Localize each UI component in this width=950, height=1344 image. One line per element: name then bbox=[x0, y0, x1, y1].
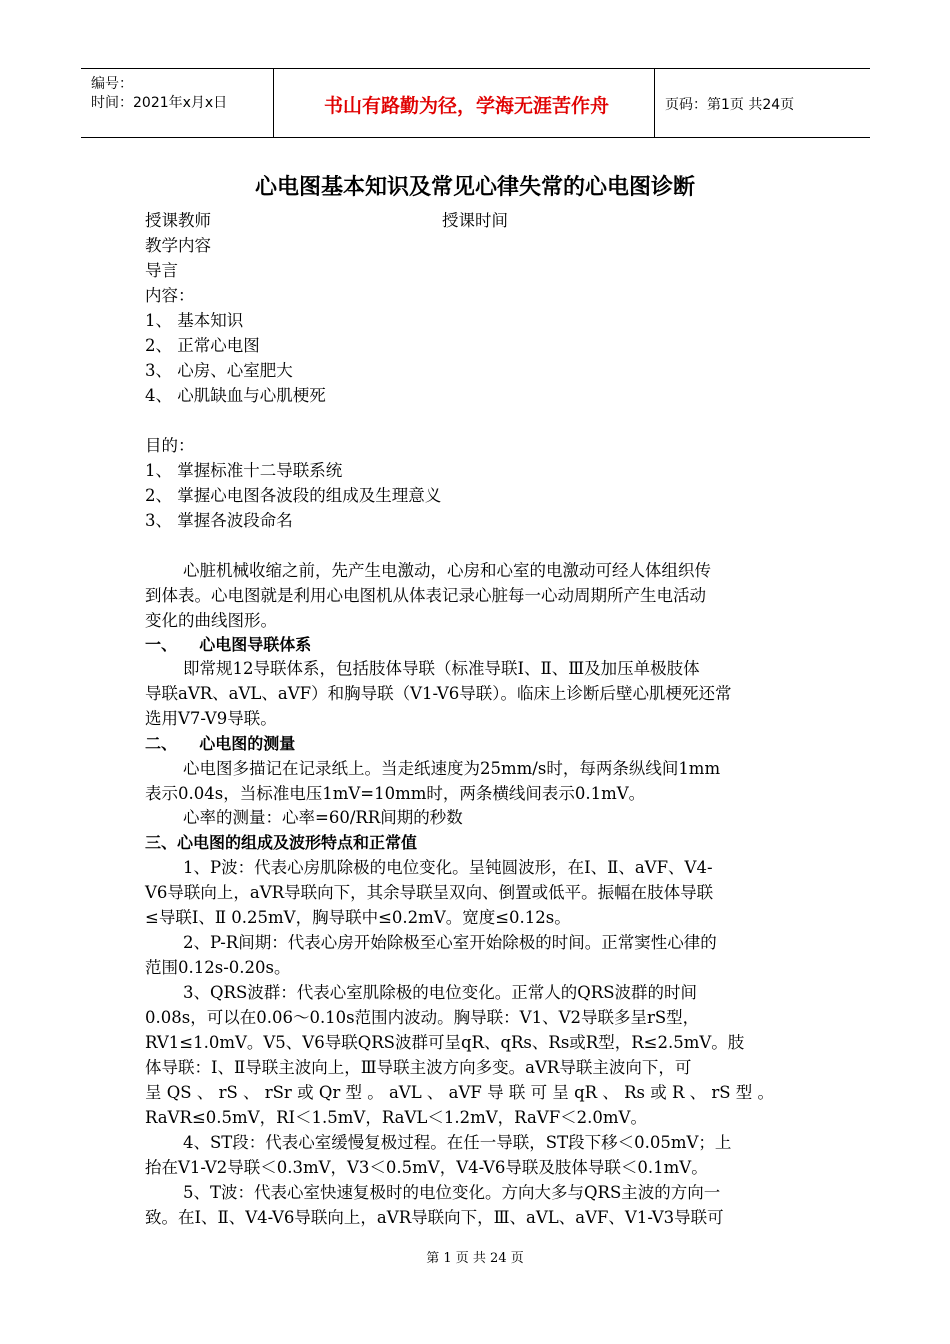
paragraph-line: 2、P-R间期：代表心房开始除极至心室开始除极的时间。正常窦性心律的 bbox=[183, 933, 717, 952]
paragraph-line: RaVR≤0.5mV，RI＜1.5mV，RaVL＜1.2mV，RaVF＜2.0mV。 bbox=[145, 1108, 647, 1127]
class-time-label: 授课时间 bbox=[442, 211, 508, 230]
document-title: 心电图基本知识及常见心律失常的心电图诊断 bbox=[254, 175, 695, 200]
paragraph-line: 心率的测量：心率=60/RR间期的秒数 bbox=[183, 808, 463, 827]
list-item: 1、 基本知识 bbox=[145, 311, 244, 330]
intro-label: 导言 bbox=[145, 261, 178, 280]
paragraph-line: 变化的曲线图形。 bbox=[145, 611, 277, 630]
header-meta bbox=[91, 75, 227, 113]
paragraph-line: 范围0.12s-0.20s。 bbox=[145, 958, 291, 977]
header-page-number: 页码：第1页 共24页 bbox=[665, 97, 795, 113]
header-number: 编号： bbox=[91, 76, 133, 92]
list-item: 4、 心肌缺血与心肌梗死 bbox=[145, 386, 326, 405]
paragraph-line: 呈 QS 、 rS 、 rSr 或 Qr 型 。 aVL 、 aVF 导 联 可 呈 qR 、 Rs 或 R 、 rS 型 。 bbox=[145, 1083, 775, 1102]
paragraph-line: 抬在V1-V2导联＜0.3mV，V3＜0.5mV，V4-V6导联及肢体导联＜0.1mV。 bbox=[145, 1158, 708, 1177]
section-heading: 一、 心电图导联体系 bbox=[145, 635, 312, 654]
paragraph-line: 即常规12导联体系，包括肢体导联（标准导联Ⅰ、Ⅱ、Ⅲ及加压单极肢体 bbox=[183, 659, 700, 678]
page-footer: 第 1 页 共 24 页 bbox=[426, 1251, 524, 1266]
list-item: 3、 掌握各波段命名 bbox=[145, 511, 293, 530]
section-heading: 二、 心电图的测量 bbox=[145, 734, 296, 753]
header-motto: 书山有路勤为径，学海无涯苦作舟 bbox=[323, 95, 609, 117]
paragraph-line: 到体表。心电图就是利用心电图机从体表记录心脏每一心动周期所产生电活动 bbox=[145, 586, 706, 605]
header-divider bbox=[654, 69, 655, 137]
list-item: 2、 掌握心电图各波段的组成及生理意义 bbox=[145, 486, 442, 505]
page-header bbox=[81, 68, 870, 138]
paragraph-line: 表示0.04s，当标准电压1mV=10mm时，两条横线间表示0.1mV。 bbox=[145, 784, 646, 803]
list-item: 1、 掌握标准十二导联系统 bbox=[145, 461, 343, 480]
header-time: 时间：2021年x月x日 bbox=[91, 95, 228, 111]
paragraph-line: 5、T波：代表心室快速复极时的电位变化。方向大多与QRS主波的方向一 bbox=[183, 1183, 721, 1202]
paragraph-line: 1、P波：代表心房肌除极的电位变化。呈钝圆波形，在Ⅰ、Ⅱ、aVF、V4- bbox=[183, 858, 713, 877]
paragraph-line: 0.08s，可以在0.06～0.10s范围内波动。胸导联：V1、V2导联多呈rS型， bbox=[145, 1008, 700, 1027]
list-item: 3、 心房、心室肥大 bbox=[145, 361, 293, 380]
paragraph-line: 体导联：Ⅰ、Ⅱ导联主波向上，Ⅲ导联主波方向多变。aVR导联主波向下，可 bbox=[145, 1058, 692, 1077]
paragraph-line: 心电图多描记在记录纸上。当走纸速度为25mm/s时，每两条纵线间1mm bbox=[183, 759, 721, 778]
paragraph-line: 3、QRS波群：代表心室肌除极的电位变化。正常人的QRS波群的时间 bbox=[183, 983, 698, 1002]
paragraph-line: 导联aVR、aVL、aVF）和胸导联（V1-V6导联）。临床上诊断后壁心肌梗死还常 bbox=[145, 684, 732, 703]
paragraph-line: ≤导联Ⅰ、Ⅱ 0.25mV，胸导联中≤0.2mV。宽度≤0.12s。 bbox=[145, 908, 571, 927]
content-label: 内容： bbox=[145, 286, 195, 305]
list-item: 2、 正常心电图 bbox=[145, 336, 260, 355]
teacher-label: 授课教师 bbox=[145, 211, 211, 230]
paragraph-line: RV1≤1.0mV。V5、V6导联QRS波群可呈qR、qRs、Rs或R型，R≤2.5mV。肢 bbox=[145, 1033, 745, 1052]
paragraph-line: 选用V7-V9导联。 bbox=[145, 709, 277, 728]
paragraph-line: 心脏机械收缩之前，先产生电激动，心房和心室的电激动可经人体组织传 bbox=[183, 561, 711, 580]
paragraph-line: 4、ST段：代表心室缓慢复极过程。在任一导联，ST段下移＜0.05mV；上 bbox=[183, 1133, 732, 1152]
section-heading: 三、心电图的组成及波形特点和正常值 bbox=[145, 833, 418, 852]
purpose-label: 目的： bbox=[145, 436, 195, 455]
teaching-content-label: 教学内容 bbox=[145, 236, 211, 255]
paragraph-line: 致。在Ⅰ、Ⅱ、V4-V6导联向上，aVR导联向下，Ⅲ、aVL、aVF、V1-V3导联可 bbox=[145, 1208, 724, 1227]
header-divider bbox=[273, 69, 274, 137]
paragraph-line: V6导联向上，aVR导联向下，其余导联呈双向、倒置或低平。振幅在肢体导联 bbox=[145, 883, 714, 902]
